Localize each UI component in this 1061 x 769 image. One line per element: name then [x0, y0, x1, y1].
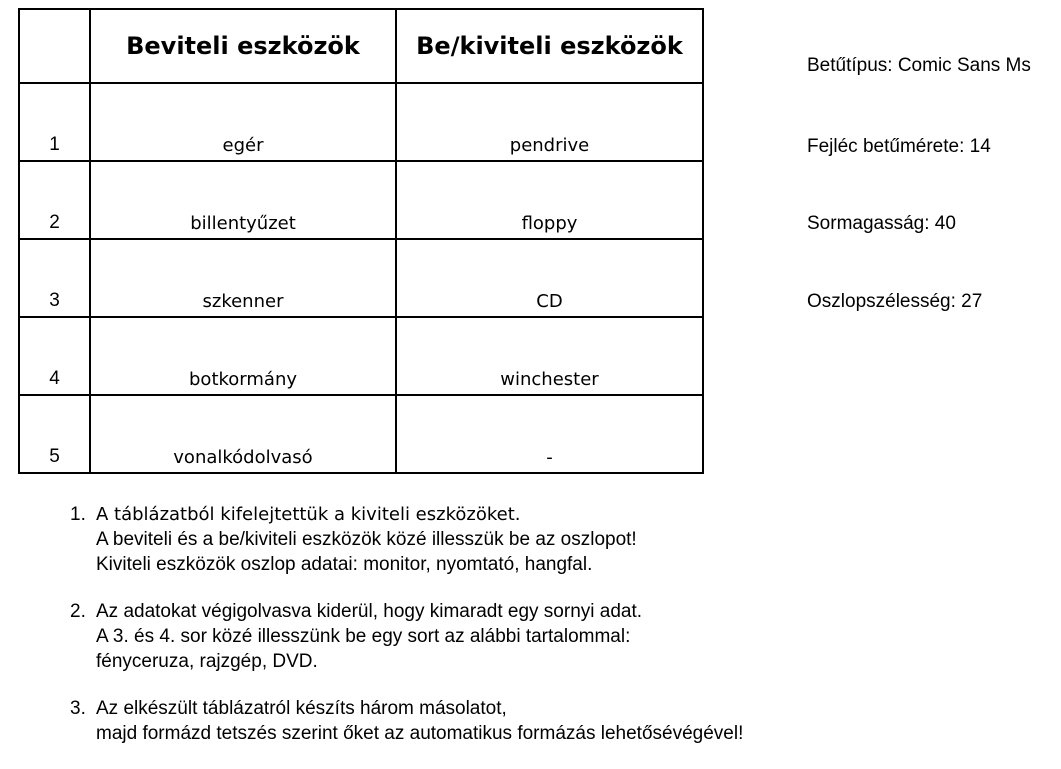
header-io-devices: Be/kiviteli eszközök — [396, 9, 703, 83]
note-header-font-size: Fejléc betűmérete: 14 — [807, 136, 991, 157]
task-item-1 — [70, 502, 1010, 577]
input-device-cell: vonalkódolvasó — [90, 395, 396, 473]
table-header-row — [19, 9, 703, 83]
table-row — [19, 395, 703, 473]
task-line: Az adatokat végigolvasva kiderül, hogy kimaradt egy sornyi adat. — [96, 601, 643, 622]
task-line: A táblázatból kifelejtettük a kiviteli eszközöket. — [96, 504, 521, 525]
header-cell-empty — [19, 9, 90, 83]
task-item-3 — [70, 696, 1010, 746]
io-device-cell: - — [396, 395, 703, 473]
io-device-cell: winchester — [396, 317, 703, 395]
io-device-cell: pendrive — [396, 83, 703, 161]
task-line: A beviteli és a be/kiviteli eszközök közé illesszük be az oszlopot! — [96, 529, 637, 550]
row-number: 2 — [19, 161, 90, 239]
io-device-cell: CD — [396, 239, 703, 317]
task-number: 1. — [70, 504, 86, 525]
task-number: 2. — [70, 601, 86, 622]
input-device-cell: szkenner — [90, 239, 396, 317]
row-number: 4 — [19, 317, 90, 395]
io-device-cell: floppy — [396, 161, 703, 239]
task-list — [70, 502, 1010, 768]
table-row — [19, 83, 703, 161]
task-line: Az elkészült táblázatról készíts három másolatot, — [96, 698, 507, 719]
input-device-cell: billentyűzet — [90, 161, 396, 239]
note-font: Betűtípus: Comic Sans Ms — [807, 55, 1031, 76]
row-number: 5 — [19, 395, 90, 473]
table-row — [19, 239, 703, 317]
task-line: Kiviteli eszközök oszlop adatai: monitor, nyomtató, hangfal. — [96, 554, 593, 575]
row-number: 1 — [19, 83, 90, 161]
input-device-cell: botkormány — [90, 317, 396, 395]
task-line: A 3. és 4. sor közé illesszünk be egy sort az alábbi tartalommal: — [96, 626, 631, 647]
input-device-cell: egér — [90, 83, 396, 161]
header-input-devices: Beviteli eszközök — [90, 9, 396, 83]
task-item-2 — [70, 599, 1010, 674]
row-number: 3 — [19, 239, 90, 317]
task-line: fényceruza, rajzgép, DVD. — [96, 651, 318, 672]
device-table — [18, 8, 704, 474]
task-number: 3. — [70, 698, 86, 719]
table-row — [19, 317, 703, 395]
task-line: majd formázd tetszés szerint őket az automatikus formázás lehetősévégével! — [96, 723, 744, 744]
note-row-height: Sormagasság: 40 — [807, 213, 956, 234]
note-column-width: Oszlopszélesség: 27 — [807, 291, 983, 312]
table-row — [19, 161, 703, 239]
